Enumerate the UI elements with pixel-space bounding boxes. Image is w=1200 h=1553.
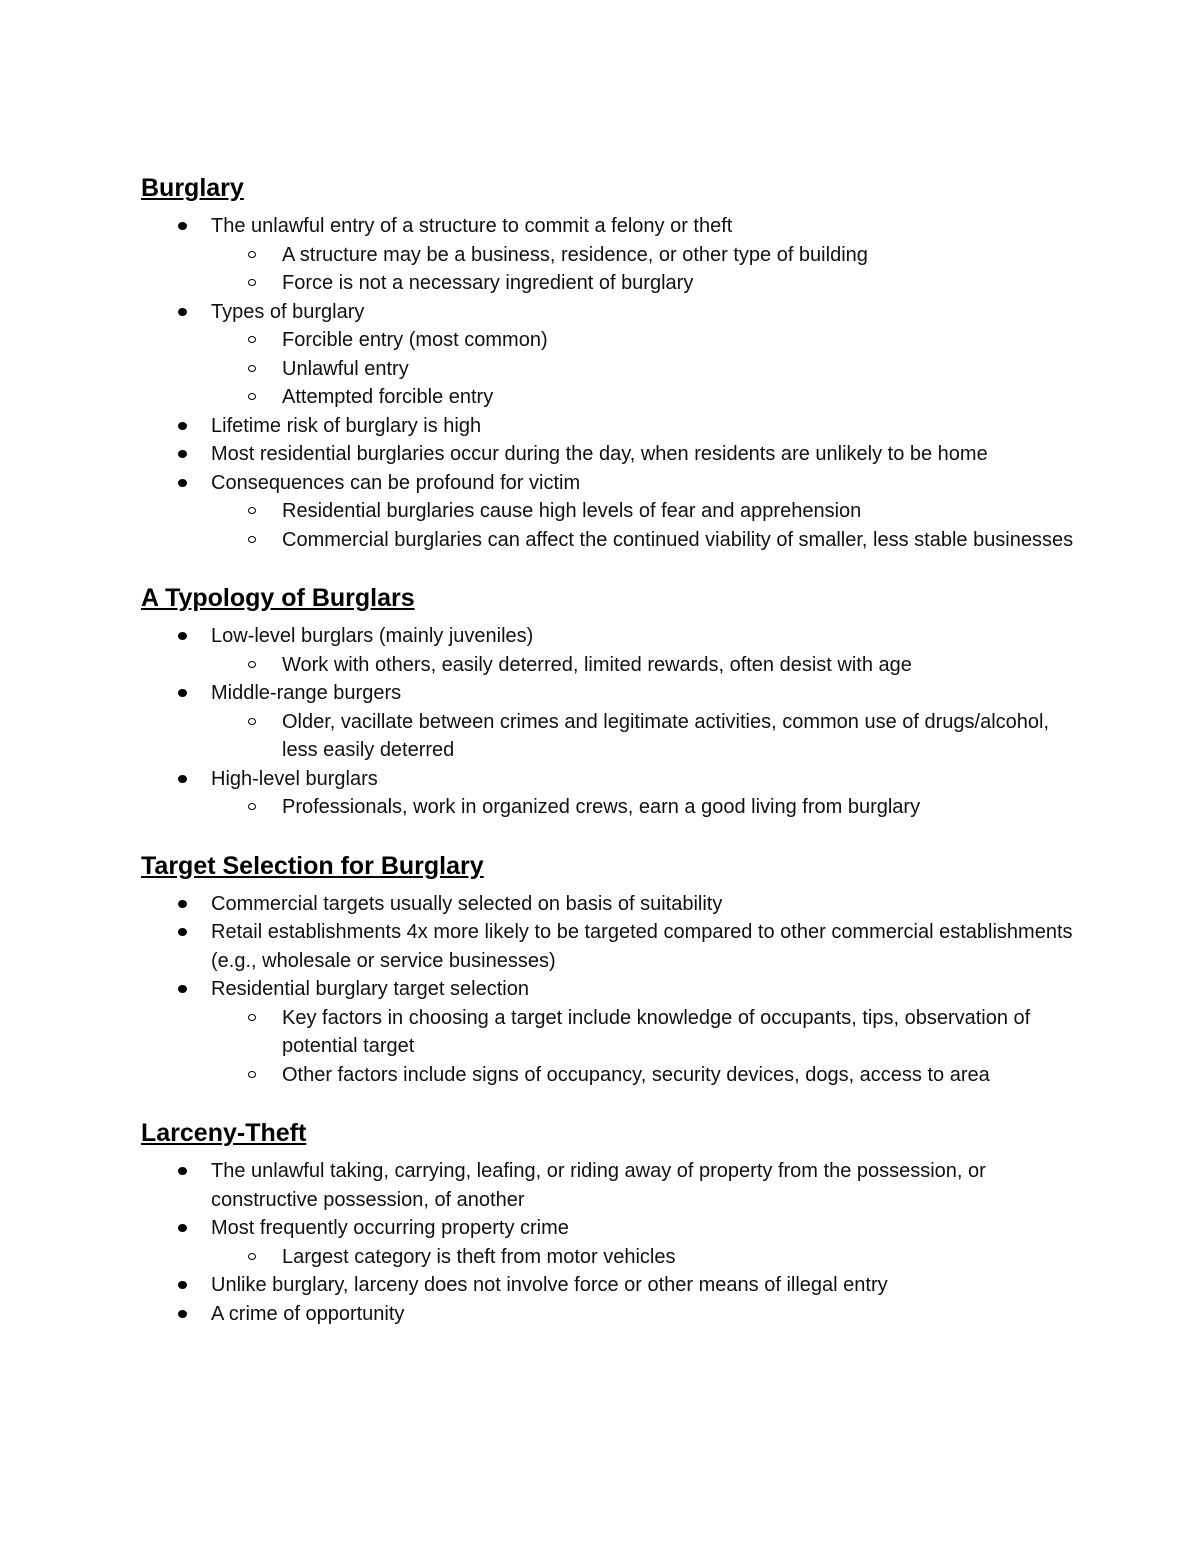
list-item — [141, 1157, 1081, 1214]
sub-list-item — [141, 708, 1081, 765]
list-item — [141, 412, 1081, 441]
sub-list-item-text: Other factors include signs of occupancy, security devices, dogs, access to area — [282, 1063, 990, 1086]
filled-bullet-icon — [178, 308, 187, 316]
sub-list-item-text: Attempted forcible entry — [282, 386, 494, 408]
filled-bullet-icon — [178, 1281, 187, 1289]
list-item — [141, 679, 1081, 765]
hollow-bullet-icon — [248, 536, 256, 543]
filled-bullet-icon — [178, 900, 187, 908]
list-item-text: Lifetime risk of burglary is high — [211, 414, 482, 437]
sub-list-item — [141, 1243, 1081, 1272]
filled-bullet-icon — [178, 928, 187, 936]
list-item — [141, 1214, 1081, 1271]
list-item-text: Middle-range burgers — [211, 682, 402, 704]
sub-list-item — [141, 326, 1081, 355]
bullet-list — [141, 622, 1081, 822]
hollow-bullet-icon — [248, 336, 256, 343]
filled-bullet-icon — [178, 222, 187, 230]
list-item — [141, 622, 1081, 679]
section — [141, 170, 1081, 554]
sub-bullet-list — [211, 241, 1081, 298]
filled-bullet-icon — [178, 422, 187, 430]
sub-list-item — [141, 793, 1081, 822]
hollow-bullet-icon — [248, 279, 256, 286]
hollow-bullet-icon — [248, 661, 256, 668]
list-item-text: The unlawful entry of a structure to commit a felony or theft — [211, 215, 733, 237]
list-item — [141, 298, 1081, 412]
sub-bullet-list — [211, 326, 1081, 412]
filled-bullet-icon — [178, 1167, 187, 1175]
bullet-list — [141, 1157, 1081, 1328]
sub-list-item — [141, 651, 1081, 680]
hollow-bullet-icon — [248, 251, 256, 258]
list-item-text: Most frequently occurring property crime — [211, 1217, 569, 1239]
filled-bullet-icon — [178, 985, 187, 993]
sub-list-item — [141, 269, 1081, 298]
hollow-bullet-icon — [248, 1014, 256, 1021]
list-item-text: Unlike burglary, larceny does not involve force or other means of illegal entry — [211, 1274, 888, 1296]
filled-bullet-icon — [178, 689, 187, 697]
sub-bullet-list — [211, 793, 1081, 822]
list-item — [141, 469, 1081, 555]
filled-bullet-icon — [178, 775, 187, 783]
sub-bullet-list — [211, 651, 1081, 680]
section — [141, 848, 1081, 1090]
sub-list-item-text: A structure may be a business, residence, or other type of building — [282, 243, 868, 266]
sub-list-item-text: Professionals, work in organized crews, earn a good living from burglary — [282, 796, 921, 818]
sub-bullet-list — [211, 1004, 1081, 1090]
sub-list-item-text: Forcible entry (most common) — [282, 329, 548, 351]
hollow-bullet-icon — [248, 1253, 256, 1260]
hollow-bullet-icon — [248, 803, 256, 810]
list-item-text: Retail establishments 4x more likely to be targeted compared to other commercial establishments (e.g., wholesale or service businesses) — [211, 921, 1073, 972]
sub-list-item-text: Work with others, easily deterred, limited rewards, often desist with age — [282, 653, 912, 676]
section-heading: Target Selection for Burglary — [141, 851, 484, 880]
sub-list-item-text: Force is not a necessary ingredient of burglary — [282, 272, 694, 294]
bullet-list — [141, 890, 1081, 1090]
sub-list-item — [141, 355, 1081, 384]
hollow-bullet-icon — [248, 365, 256, 372]
document-body — [141, 170, 1081, 1328]
list-item-text: Consequences can be profound for victim — [211, 471, 581, 494]
sub-list-item-text: Key factors in choosing a target include knowledge of occupants, tips, observation of potential target — [282, 1006, 1031, 1057]
list-item — [141, 890, 1081, 919]
sub-list-item-text: Largest category is theft from motor vehicles — [282, 1245, 676, 1268]
hollow-bullet-icon — [248, 393, 256, 400]
sub-bullet-list — [211, 708, 1081, 765]
hollow-bullet-icon — [248, 1071, 256, 1078]
sub-list-item-text: Commercial burglaries can affect the continued viability of smaller, less stable businesses — [282, 528, 1074, 551]
section-heading: Burglary — [141, 174, 244, 202]
section-heading: A Typology of Burglars — [141, 584, 415, 612]
sub-list-item — [141, 383, 1081, 412]
list-item-text: A crime of opportunity — [211, 1302, 405, 1325]
list-item — [141, 765, 1081, 822]
sub-list-item — [141, 526, 1081, 555]
filled-bullet-icon — [178, 450, 187, 458]
list-item-text: Commercial targets usually selected on basis of suitability — [211, 892, 723, 915]
sub-list-item — [141, 1061, 1081, 1090]
filled-bullet-icon — [178, 479, 187, 487]
list-item — [141, 1300, 1081, 1329]
sub-list-item-text: Older, vacillate between crimes and legitimate activities, common use of drugs/alcohol, less easily deterred — [282, 710, 1050, 761]
sub-list-item — [141, 1004, 1081, 1061]
list-item-text: The unlawful taking, carrying, leafing, or riding away of property from the possession, or constructive possession, of another — [211, 1160, 986, 1211]
section — [141, 1115, 1081, 1328]
filled-bullet-icon — [178, 1224, 187, 1232]
sub-list-item — [141, 241, 1081, 270]
bullet-list — [141, 212, 1081, 554]
list-item-text: Most residential burglaries occur during the day, when residents are unlikely to be home — [211, 443, 988, 465]
list-item-text: Residential burglary target selection — [211, 978, 529, 1000]
section — [141, 580, 1081, 822]
sub-list-item-text: Residential burglaries cause high levels of fear and apprehension — [282, 500, 862, 522]
sub-bullet-list — [211, 1243, 1081, 1272]
list-item-text: High-level burglars — [211, 767, 378, 790]
sub-list-item-text: Unlawful entry — [282, 357, 409, 380]
sub-bullet-list — [211, 497, 1081, 554]
list-item — [141, 212, 1081, 298]
list-item-text: Low-level burglars (mainly juveniles) — [211, 625, 534, 647]
list-item — [141, 918, 1081, 975]
filled-bullet-icon — [178, 1310, 187, 1318]
hollow-bullet-icon — [248, 507, 256, 514]
list-item — [141, 440, 1081, 469]
filled-bullet-icon — [178, 632, 187, 640]
section-heading: Larceny-Theft — [141, 1119, 307, 1147]
sub-list-item — [141, 497, 1081, 526]
hollow-bullet-icon — [248, 718, 256, 725]
list-item — [141, 975, 1081, 1089]
list-item-text: Types of burglary — [211, 300, 365, 323]
list-item — [141, 1271, 1081, 1300]
